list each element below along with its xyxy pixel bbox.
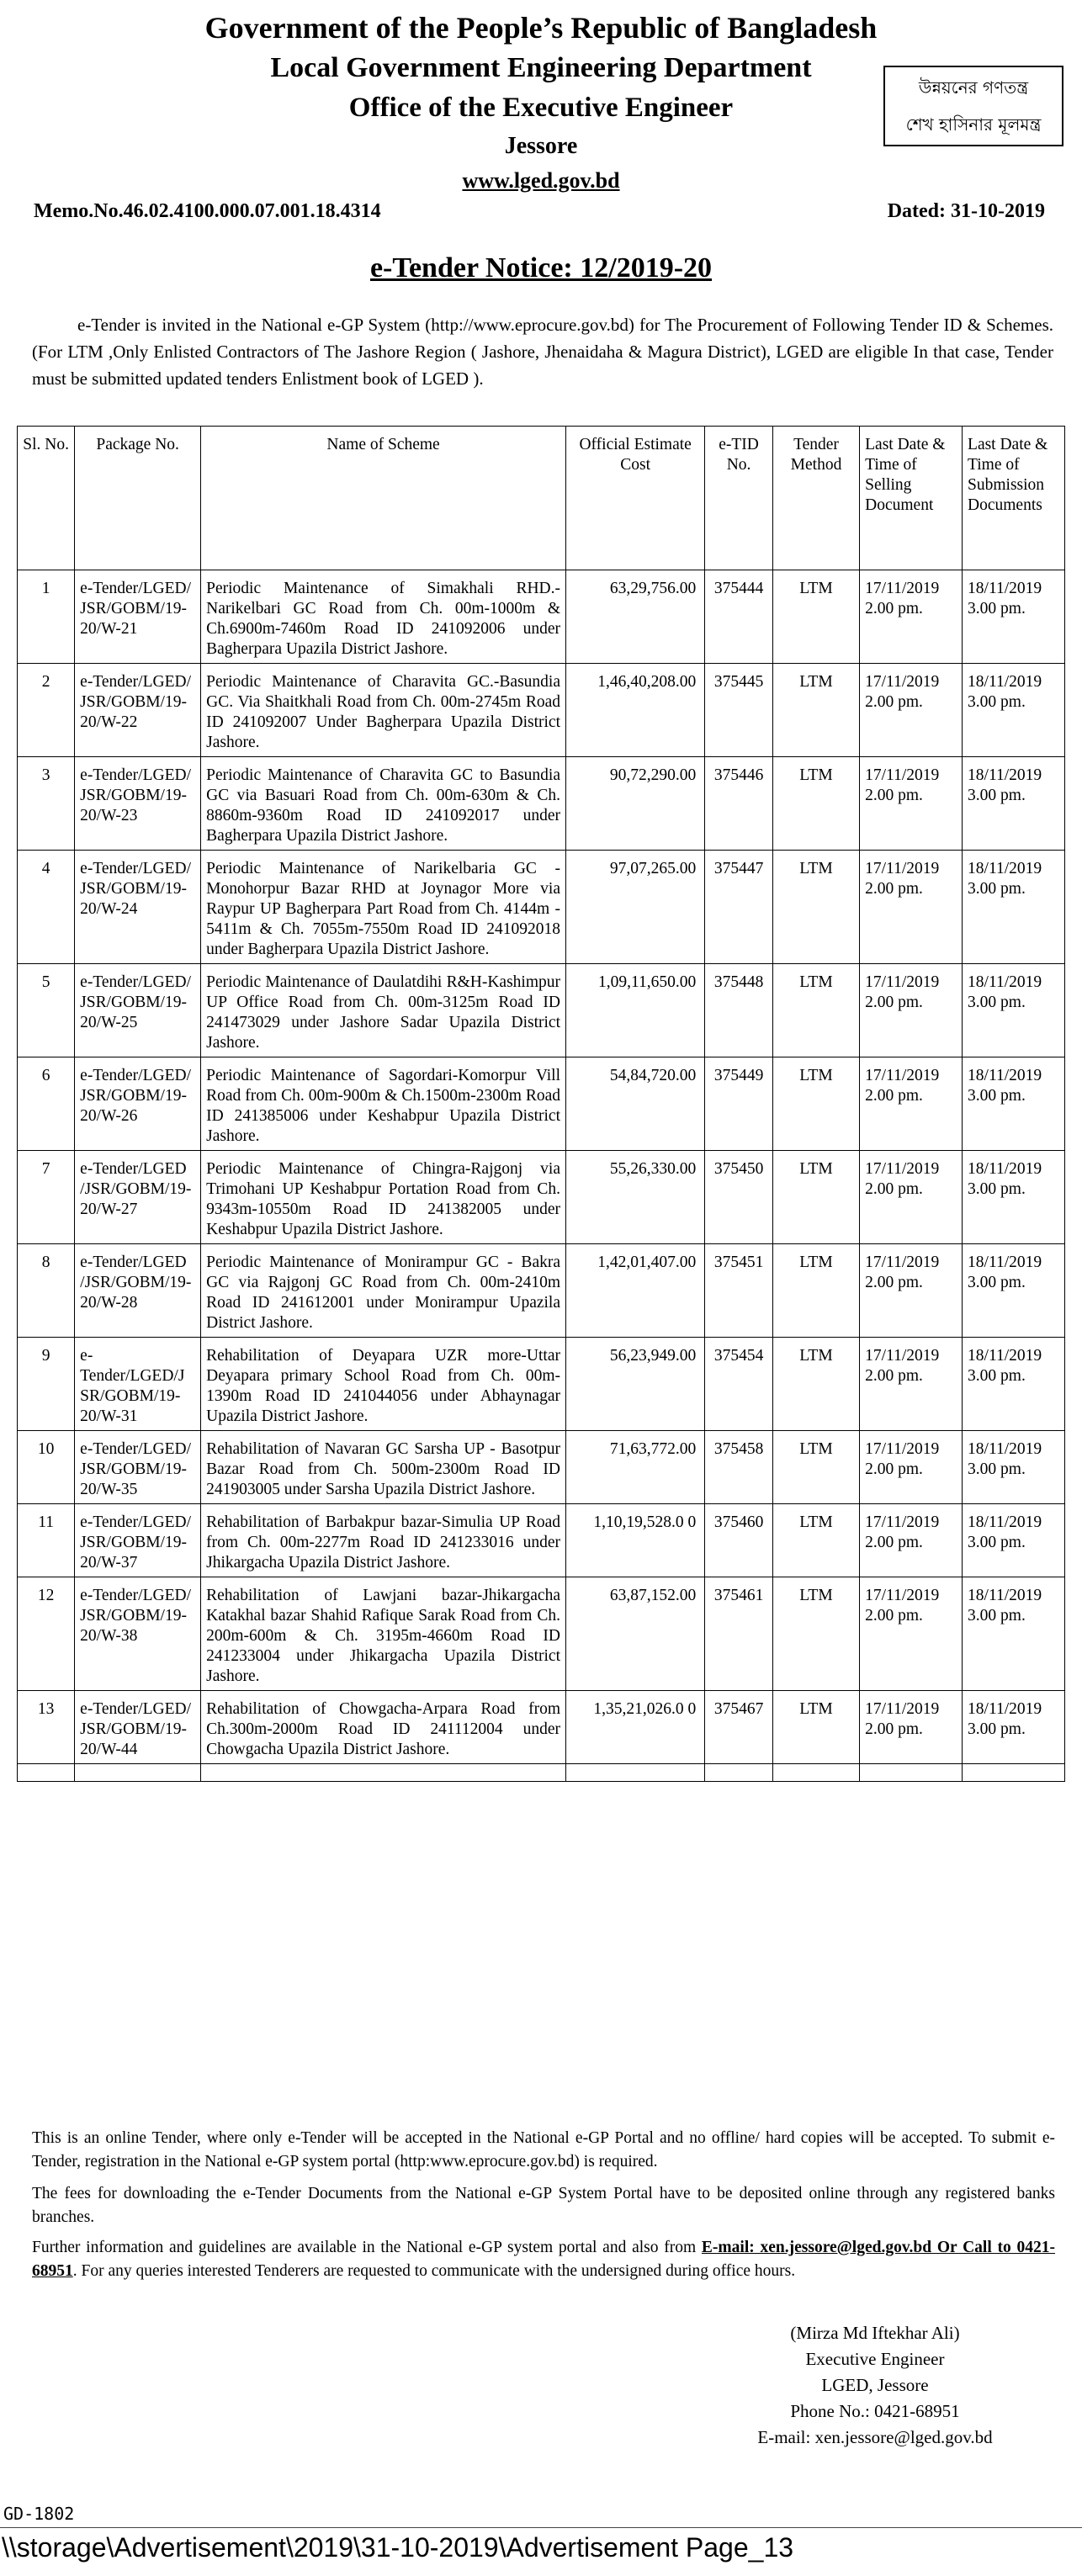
header-location: Jessore [504,133,578,159]
row-package: e-Tender/LGED/ JSR/GOBM/19-20/W-25 [75,964,201,1057]
row-selling-date: 17/11/2019 2.00 pm. [860,664,963,757]
row-scheme: Rehabilitation of Barbakpur bazar-Simulia UP Road from Ch. 00m-2277m Road ID 241233016 under Jhikargacha Upazila District Jashore. [201,1504,566,1577]
row-selling-date: 17/11/2019 2.00 pm. [860,1431,963,1504]
row-selling-date: 17/11/2019 2.00 pm. [860,1244,963,1338]
table-row [18,1338,1065,1431]
header-method: Tender Method [772,427,859,570]
intro-text: e-Tender is invited in the National e-GP System (http://www.eprocure.gov.bd) for The Procurement of Following Tender ID & Schemes.(For LTM ,Only Enlisted Contractors of The Jashore Region ( Jashore, Jhenaidaha & Magura District), LGED are eligible In that case, Tender must be submitted updated tenders Enlistment book of LGED ). [32,315,1053,389]
row-cost: 1,09,11,650.00 [566,964,705,1057]
row-tid: 375451 [705,1244,773,1338]
row-sl: 2 [18,664,75,757]
footer-contact-text-c: . For any queries interested Tenderers are requested to communicate with the undersigned during office hours. [72,2262,796,2280]
header-submission-date: Last Date & Time of Submission Documents [963,427,1065,570]
row-scheme: Periodic Maintenance of Narikelbaria GC - Monohorpur Bazar RHD at Joynagor More via Raypur UP Bagherpara Part Road from Ch. 4144m - 5411m & Ch. 7055m-7550m Road ID 241092018 under Bagherpara Upazila District Jashore. [201,851,566,964]
table-row [18,757,1065,851]
row-scheme: Periodic Maintenance of Monirampur GC - Bakra GC via Rajgonj GC Road from Ch. 00m-2410m Road ID 241612001 under Monirampur Upazila District Jashore. [201,1244,566,1338]
row-sl: 13 [18,1691,75,1764]
signatory-office: LGED, Jessore [821,2375,929,2395]
row-scheme: Periodic Maintenance of Charavita GC to Basundia GC via Basuari Road from Ch. 00m-630m & Ch. 8860m-9360m Road ID 241092017 under Bagherpara Upazila District Jashore. [201,757,566,851]
row-cost: 1,10,19,528.0 0 [566,1504,705,1577]
tender-table [17,426,1065,1782]
row-cost: 1,46,40,208.00 [566,664,705,757]
row-submission-date: 18/11/2019 3.00 pm. [963,757,1065,851]
row-cost: 55,26,330.00 [566,1151,705,1244]
row-package: e-Tender/LGED/ JSR/GOBM/19-20/W-23 [75,757,201,851]
spacer-cell [963,1764,1065,1782]
row-method: LTM [772,1504,859,1577]
row-selling-date: 17/11/2019 2.00 pm. [860,570,963,664]
slogan-line-2: শেখ হাসিনার মূলমন্ত্র [905,114,1042,135]
header-package: Package No. [75,427,201,570]
row-submission-date: 18/11/2019 3.00 pm. [963,1244,1065,1338]
row-selling-date: 17/11/2019 2.00 pm. [860,1151,963,1244]
row-tid: 375461 [705,1577,773,1691]
row-method: LTM [772,1691,859,1764]
row-method: LTM [772,664,859,757]
spacer-cell [772,1764,859,1782]
intro-paragraph [32,311,1053,392]
footer-online-note: This is an online Tender, where only e-Tender will be accepted in the National e-GP Portal and no offline/ hard copies will be accepted. To submit e-Tender, registration in the National e-GP system portal (http:www.eprocure.gov.bd) is required. [32,2129,1055,2171]
table-row [18,1431,1065,1504]
row-method: LTM [772,1244,859,1338]
row-scheme: Rehabilitation of Lawjani bazar-Jhikargacha Katakhal bazar Shahid Rafique Sarak Road from Ch. 200m-600m & Ch. 3195m-4660m Road ID 241233004 under Jhikargacha Upazila District Jashore. [201,1577,566,1691]
row-submission-date: 18/11/2019 3.00 pm. [963,1338,1065,1431]
table-row [18,1504,1065,1577]
row-scheme: Rehabilitation of Chowgacha-Arpara Road from Ch.300m-2000m Road ID 241112004 under Chowgacha Upazila District Jashore. [201,1691,566,1764]
header-department: Local Government Engineering Department [270,52,812,83]
row-package: e-Tender/LGED/ JSR/GOBM/19-20/W-22 [75,664,201,757]
row-submission-date: 18/11/2019 3.00 pm. [963,964,1065,1057]
row-package: e-Tender/LGED/ JSR/GOBM/19-20/W-38 [75,1577,201,1691]
row-method: LTM [772,964,859,1057]
row-method: LTM [772,570,859,664]
row-tid: 375450 [705,1151,773,1244]
header-scheme: Name of Scheme [201,427,566,570]
row-submission-date: 18/11/2019 3.00 pm. [963,851,1065,964]
spacer-cell [566,1764,705,1782]
header-government: Government of the People’s Republic of Bangladesh [204,11,878,45]
row-tid: 375460 [705,1504,773,1577]
table-row [18,664,1065,757]
table-row [18,570,1065,664]
signatory-email: E-mail: xen.jessore@lged.gov.bd [757,2427,993,2447]
row-scheme: Rehabilitation of Deyapara UZR more-Uttar Deyapara primary School Road from Ch. 00m-1390m Road ID 241044056 under Abhaynagar Upazila District Jashore. [201,1338,566,1431]
row-submission-date: 18/11/2019 3.00 pm. [963,1691,1065,1764]
row-submission-date: 18/11/2019 3.00 pm. [963,1577,1065,1691]
row-submission-date: 18/11/2019 3.00 pm. [963,1057,1065,1151]
row-package: e-Tender/LGED/ JSR/GOBM/19-20/W-24 [75,851,201,964]
table-row [18,1151,1065,1244]
row-selling-date: 17/11/2019 2.00 pm. [860,1691,963,1764]
row-method: LTM [772,1057,859,1151]
row-tid: 375454 [705,1338,773,1431]
row-cost: 63,29,756.00 [566,570,705,664]
row-package: e-Tender/LGED/ JSR/GOBM/19-20/W-44 [75,1691,201,1764]
memo-date: Dated: 31-10-2019 [887,200,1045,222]
file-path: \\storage\Advertisement\2019\31-10-2019\Advertisement Page_13 [2,2532,794,2563]
footer-fees-note: The fees for downloading the e-Tender Documents from the National e-GP System Portal have to be deposited online through any registered banks branches. [32,2185,1055,2226]
row-method: LTM [772,757,859,851]
row-selling-date: 17/11/2019 2.00 pm. [860,964,963,1057]
row-package: e-Tender/LGED/ JSR/GOBM/19-20/W-26 [75,1057,201,1151]
row-cost: 56,23,949.00 [566,1338,705,1431]
row-submission-date: 18/11/2019 3.00 pm. [963,1504,1065,1577]
row-scheme: Periodic Maintenance of Daulatdihi R&H-Kashimpur UP Office Road from Ch. 00m-3125m Road ID 241473029 under Jashore Sadar Upazila District Jashore. [201,964,566,1057]
row-scheme: Rehabilitation of Navaran GC Sarsha UP - Basotpur Bazar Road from Ch. 500m-2300m Road ID 241903005 under Sarsha Upazila District Jashore. [201,1431,566,1504]
row-tid: 375458 [705,1431,773,1504]
row-selling-date: 17/11/2019 2.00 pm. [860,1504,963,1577]
row-scheme: Periodic Maintenance of Charavita GC.-Basundia GC. Via Shaitkhali Road from Ch. 00m-2745m Road ID 241092007 Under Bagherpara Upazila District Jashore. [201,664,566,757]
row-tid: 375445 [705,664,773,757]
table-bottom-spacer [18,1764,1065,1782]
signatory-name: (Mirza Md Iftekhar Ali) [790,2323,960,2343]
row-selling-date: 17/11/2019 2.00 pm. [860,1057,963,1151]
header-website: www.lged.gov.bd [462,168,620,193]
row-scheme: Periodic Maintenance of Simakhali RHD.-Narikelbari GC Road from Ch. 00m-1000m & Ch.6900m-7460m Road ID 241092006 under Bagherpara Upazila District Jashore. [201,570,566,664]
row-cost: 1,35,21,026.0 0 [566,1691,705,1764]
row-sl: 4 [18,851,75,964]
row-sl: 7 [18,1151,75,1244]
row-selling-date: 17/11/2019 2.00 pm. [860,851,963,964]
spacer-cell [75,1764,201,1782]
signatory-phone: Phone No.: 0421-68951 [790,2401,960,2421]
tender-rows [18,570,1065,1782]
signature-block [690,2320,1060,2451]
header-office: Office of the Executive Engineer [348,93,734,123]
row-package: e-Tender/LGED /JSR/GOBM/19-20/W-28 [75,1244,201,1338]
row-method: LTM [772,1577,859,1691]
row-package: e-Tender/LGED /JSR/GOBM/19-20/W-27 [75,1151,201,1244]
row-method: LTM [772,1338,859,1431]
table-row [18,1577,1065,1691]
row-sl: 5 [18,964,75,1057]
bottom-divider [0,2527,1082,2528]
row-cost: 1,42,01,407.00 [566,1244,705,1338]
footer-contact-email-phone: E-mail: xen.jessore@lged.gov.bd Or Call to 0421-68951 [32,2239,1055,2280]
header-tid: e-TID No. [705,427,773,570]
row-tid: 375449 [705,1057,773,1151]
row-cost: 63,87,152.00 [566,1577,705,1691]
table-row [18,1691,1065,1764]
spacer-cell [201,1764,566,1782]
row-submission-date: 18/11/2019 3.00 pm. [963,570,1065,664]
document-code: GD-1802 [3,2504,75,2524]
row-package: e-Tender/LGED/ JSR/GOBM/19-20/W-37 [75,1504,201,1577]
row-tid: 375448 [705,964,773,1057]
row-tid: 375467 [705,1691,773,1764]
row-package: e-Tender/LGED/J SR/GOBM/19-20/W-31 [75,1338,201,1431]
row-tid: 375444 [705,570,773,664]
row-sl: 1 [18,570,75,664]
row-sl: 8 [18,1244,75,1338]
row-tid: 375447 [705,851,773,964]
header-selling-date: Last Date & Time of Selling Document [860,427,963,570]
slogan-box [883,66,1063,146]
row-scheme: Periodic Maintenance of Sagordari-Komorpur Vill Road from Ch. 00m-900m & Ch.1500m-2300m Road ID 241385006 under Keshabpur Upazila District Jashore. [201,1057,566,1151]
row-cost: 97,07,265.00 [566,851,705,964]
row-selling-date: 17/11/2019 2.00 pm. [860,1577,963,1691]
row-method: LTM [772,1431,859,1504]
row-package: e-Tender/LGED/ JSR/GOBM/19-20/W-35 [75,1431,201,1504]
footer-contact-text-a: Further information and guidelines are available in the National e-GP system portal and also from [32,2239,702,2256]
footer-contact-note [32,2236,1055,2283]
row-method: LTM [772,1151,859,1244]
row-cost: 90,72,290.00 [566,757,705,851]
row-method: LTM [772,851,859,964]
row-sl: 10 [18,1431,75,1504]
row-selling-date: 17/11/2019 2.00 pm. [860,1338,963,1431]
table-row [18,1057,1065,1151]
row-cost: 71,63,772.00 [566,1431,705,1504]
spacer-cell [18,1764,75,1782]
row-sl: 12 [18,1577,75,1691]
header-cost: Official Estimate Cost [566,427,705,570]
signatory-designation: Executive Engineer [805,2349,945,2369]
row-sl: 11 [18,1504,75,1577]
row-sl: 3 [18,757,75,851]
spacer-cell [705,1764,773,1782]
notice-title: e-Tender Notice: 12/2019-20 [369,252,713,284]
header-sl: Sl. No. [18,427,75,570]
row-selling-date: 17/11/2019 2.00 pm. [860,757,963,851]
memo-number: Memo.No.46.02.4100.000.07.001.18.4314 [34,200,381,222]
row-cost: 54,84,720.00 [566,1057,705,1151]
spacer-cell [860,1764,963,1782]
row-sl: 9 [18,1338,75,1431]
row-package: e-Tender/LGED/ JSR/GOBM/19-20/W-21 [75,570,201,664]
row-submission-date: 18/11/2019 3.00 pm. [963,1431,1065,1504]
table-header-row [18,427,1065,570]
row-tid: 375446 [705,757,773,851]
table-row [18,964,1065,1057]
row-submission-date: 18/11/2019 3.00 pm. [963,664,1065,757]
row-sl: 6 [18,1057,75,1151]
table-row [18,851,1065,964]
table-row [18,1244,1065,1338]
row-submission-date: 18/11/2019 3.00 pm. [963,1151,1065,1244]
slogan-line-1: উন্নয়নের গণতন্ত্র [918,77,1029,98]
row-scheme: Periodic Maintenance of Chingra-Rajgonj via Trimohani UP Keshabpur Portation Road from Ch. 9343m-10550m Road ID 241382005 under Keshabpur Upazila District Jashore. [201,1151,566,1244]
